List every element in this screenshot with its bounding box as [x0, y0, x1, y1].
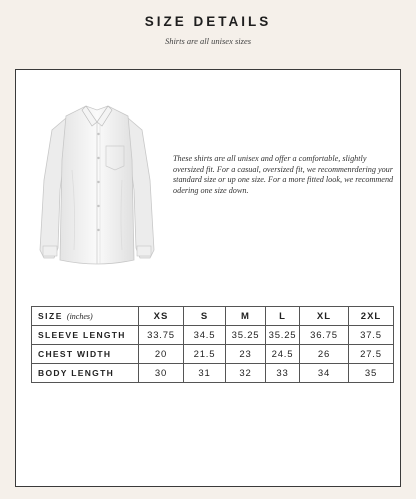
row-label: CHEST WIDTH [32, 345, 139, 364]
table-cell: 27.5 [349, 345, 394, 364]
size-header-cell [32, 307, 139, 326]
table-cell: 23 [226, 345, 266, 364]
size-header-label: SIZE [38, 311, 63, 321]
shirt-image [38, 100, 156, 270]
table-cell: 33 [266, 364, 300, 383]
size-column-header: L [266, 307, 300, 326]
size-header-unit: (inches) [66, 312, 93, 321]
table-row [32, 345, 394, 364]
row-label: SLEEVE LENGTH [32, 326, 139, 345]
table-row [32, 364, 394, 383]
size-column-header: M [226, 307, 266, 326]
size-details-panel [15, 69, 401, 487]
page-title: SIZE DETAILS [144, 14, 272, 29]
size-column-header: 2XL [349, 307, 394, 326]
table-cell: 30 [139, 364, 184, 383]
table-cell: 35 [349, 364, 394, 383]
size-column-header: XS [139, 307, 184, 326]
table-cell: 34 [300, 364, 349, 383]
row-label: BODY LENGTH [32, 364, 139, 383]
table-row [32, 326, 394, 345]
table-cell: 24.5 [266, 345, 300, 364]
table-cell: 35.25 [266, 326, 300, 345]
table-cell: 32 [226, 364, 266, 383]
table-cell: 21.5 [184, 345, 226, 364]
table-cell: 34.5 [184, 326, 226, 345]
size-column-header: S [184, 307, 226, 326]
table-cell: 20 [139, 345, 184, 364]
size-column-header: XL [300, 307, 349, 326]
fit-description: These shirts are all unisex and offer a comfortable, slightly oversized fit. For a casual, oversized fit, we recommenrdering your standard size or up one size. For a more fitted look, we recommend odering one size down. [173, 154, 394, 195]
table-cell: 31 [184, 364, 226, 383]
table-cell: 35.25 [226, 326, 266, 345]
table-cell: 26 [300, 345, 349, 364]
table-cell: 37.5 [349, 326, 394, 345]
page-subtitle: Shirts are all unisex sizes [164, 36, 252, 46]
table-cell: 36.75 [300, 326, 349, 345]
table-header-row [32, 307, 394, 326]
size-table [31, 306, 394, 383]
table-cell: 33.75 [139, 326, 184, 345]
